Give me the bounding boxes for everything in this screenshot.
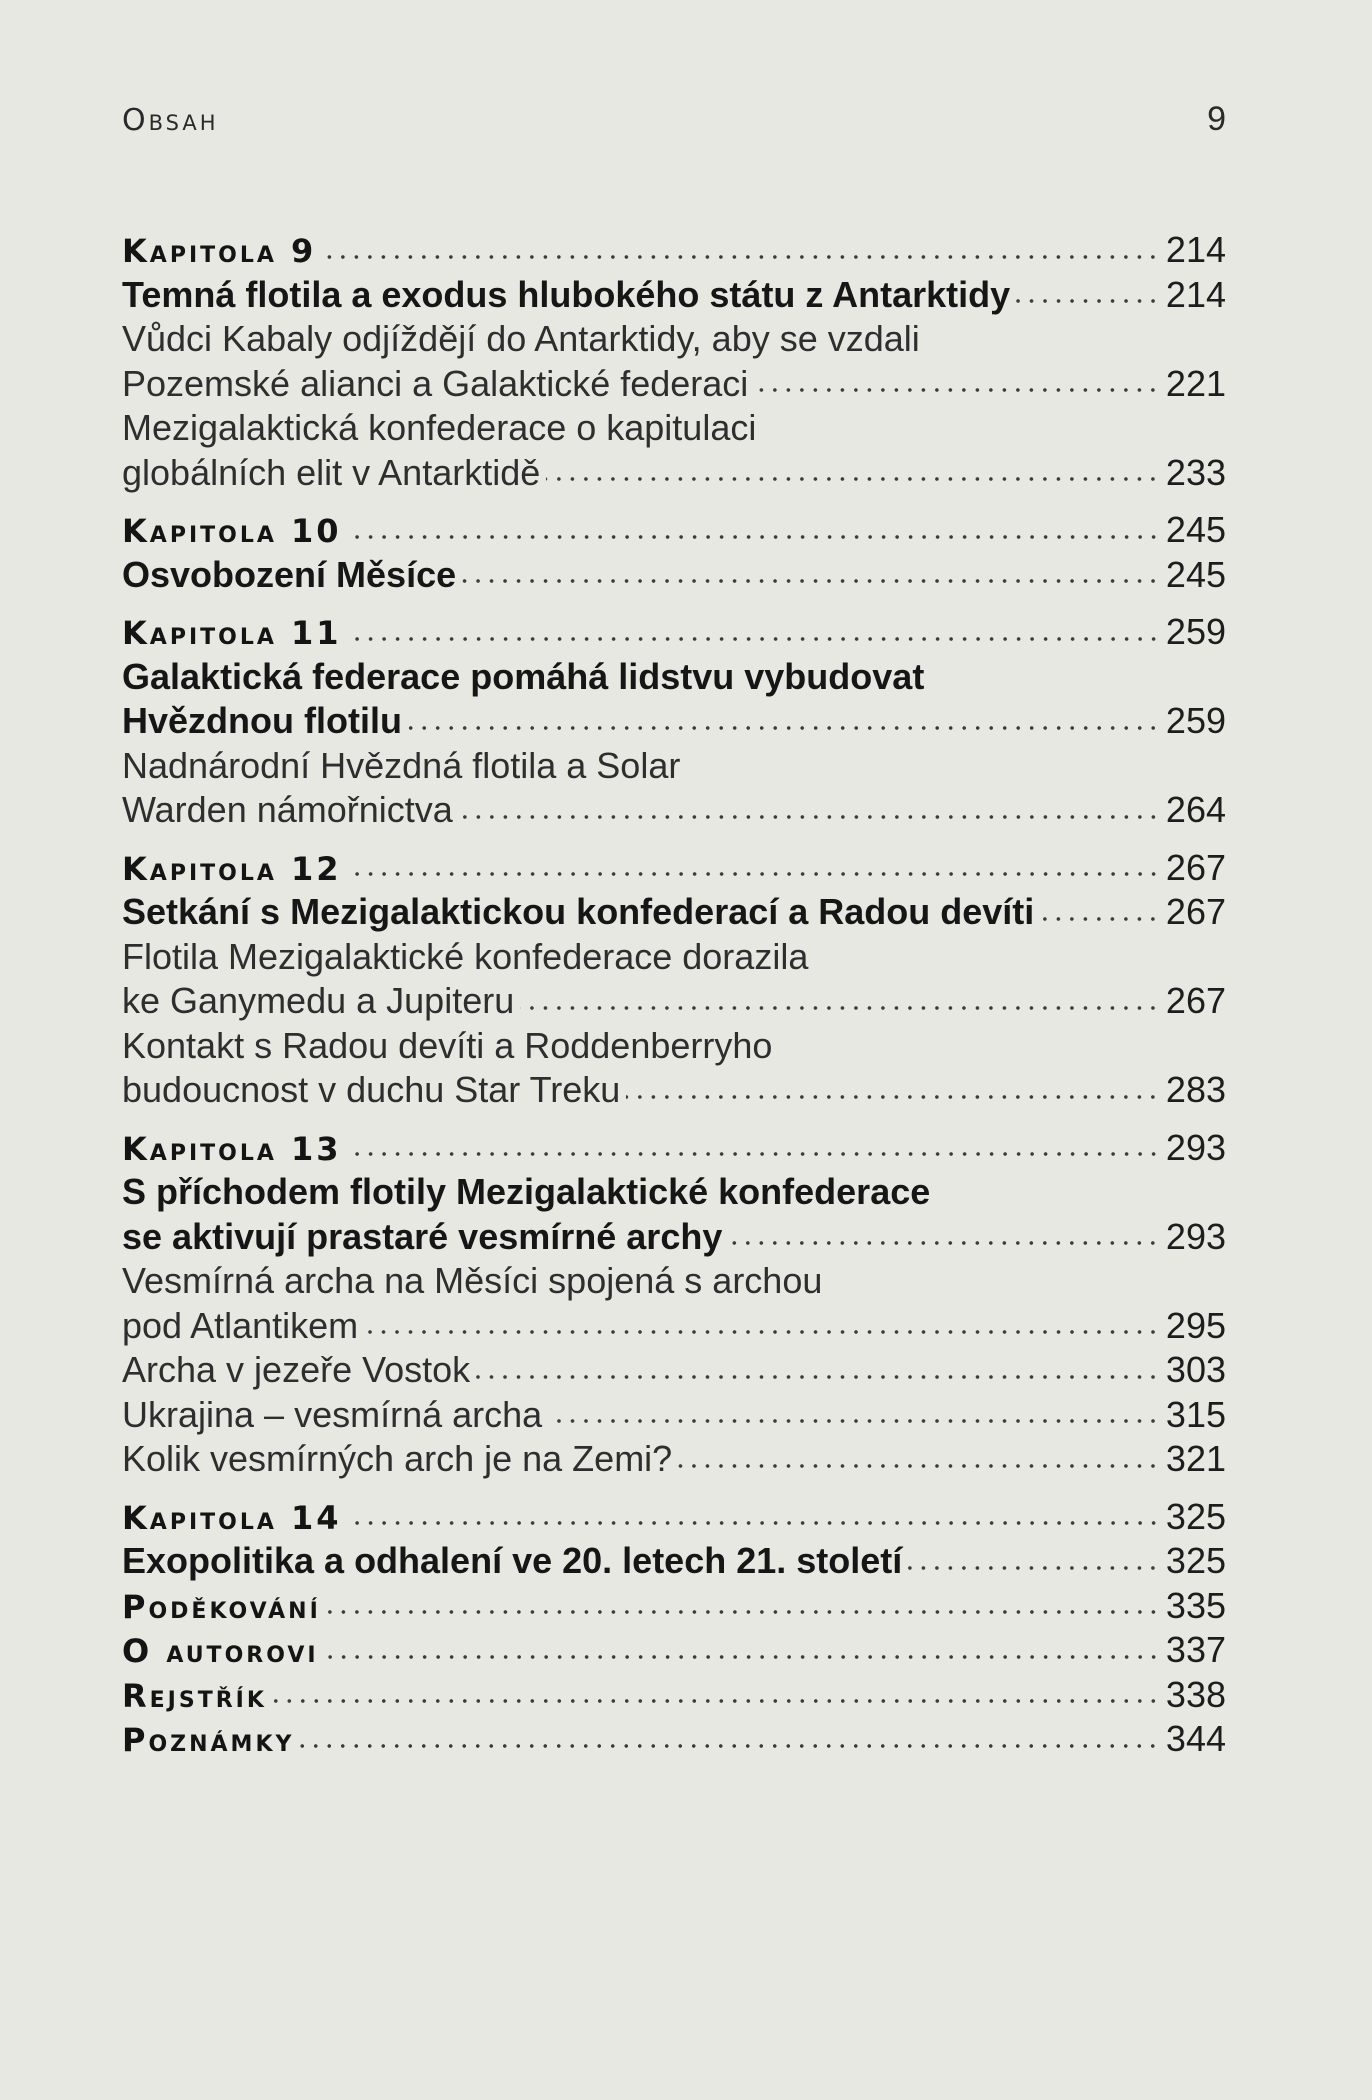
toc-entry: [122, 1348, 1226, 1393]
toc-dot-leader: [273, 1695, 1160, 1707]
toc-entry-page: 337: [1165, 1629, 1226, 1670]
toc-entry: [122, 788, 1226, 833]
toc-dot-leader: [678, 1460, 1160, 1472]
toc-entry-title: globálních elit v Antarktidě: [122, 451, 541, 493]
toc-dot-leader: [459, 811, 1160, 823]
toc-entry-title: Hvězdnou flotilu: [122, 700, 402, 741]
toc-entry-page: 214: [1165, 273, 1226, 315]
toc-entry-page: 214: [1165, 229, 1226, 270]
toc-entry: [122, 1170, 1226, 1215]
toc-chapter-heading: [122, 1628, 1226, 1673]
toc-entry-page: 245: [1165, 509, 1226, 550]
toc-entry-title: Osvobození Měsíce: [122, 553, 457, 595]
toc-dot-leader: [322, 251, 1160, 263]
toc-entry-title: Poděkování: [122, 1587, 321, 1626]
page-number: 9: [1207, 100, 1226, 138]
toc-entry-title: pod Atlantikem: [122, 1304, 359, 1346]
toc-dot-leader: [754, 384, 1160, 396]
toc-dot-leader: [364, 1326, 1160, 1338]
toc-entry-title: Temná flotila a exodus hlubokého státu z Antarktidy: [122, 273, 1011, 315]
toc-entry-title: Kapitola 11: [122, 614, 342, 652]
toc-entry: [122, 655, 1226, 700]
toc-entry-title: Kapitola 9: [122, 232, 317, 270]
toc-entry-page: 245: [1165, 553, 1226, 595]
toc-dot-leader: [408, 722, 1160, 734]
toc-entry: [122, 1393, 1226, 1438]
toc-chapter-heading: [122, 1126, 1226, 1171]
toc-entry: [122, 451, 1226, 496]
toc-entry-page: 325: [1165, 1495, 1226, 1537]
toc-entry-title: Kapitola 12: [122, 849, 342, 888]
toc-dot-leader: [548, 1415, 1160, 1427]
toc-entry-title: Archa v jezeře Vostok: [122, 1349, 471, 1390]
toc-entry-page: 325: [1165, 1540, 1226, 1581]
toc-entry-title: Kontakt s Radou devíti a Roddenberryho: [122, 1024, 773, 1066]
toc-entry-title: Flotila Mezigalaktické konfederace dorazila: [122, 935, 809, 977]
toc-entry-page: 315: [1165, 1393, 1226, 1435]
toc-entry: [122, 362, 1226, 407]
toc-chapter-heading: [122, 508, 1226, 553]
toc-entry-page: 259: [1165, 611, 1226, 652]
toc-chapter-heading: [122, 1717, 1226, 1762]
toc-entry-page: 267: [1165, 846, 1226, 888]
toc-entry: [122, 1024, 1226, 1069]
toc-entry-title: S příchodem flotily Mezigalaktické konfederace: [122, 1171, 931, 1212]
toc-entry-page: 293: [1165, 1126, 1226, 1168]
toc-entry-page: 344: [1165, 1718, 1226, 1759]
toc-dot-leader: [728, 1237, 1160, 1249]
toc-entry-title: Rejstřík: [122, 1676, 267, 1715]
table-of-contents: [122, 228, 1226, 1762]
toc-entry: [122, 1215, 1226, 1260]
toc-dot-leader: [325, 1651, 1160, 1663]
toc-entry-title: budoucnost v duchu Star Treku: [122, 1069, 621, 1110]
toc-entry-title: Setkání s Mezigalaktickou konfederací a Radou devíti: [122, 891, 1035, 932]
toc-entry-title: Vesmírná archa na Měsíci spojená s archou: [122, 1260, 823, 1301]
toc-entry-title: se aktivují prastaré vesmírné archy: [122, 1215, 723, 1257]
toc-entry-page: 321: [1165, 1438, 1226, 1479]
toc-entry: [122, 1539, 1226, 1584]
toc-dot-leader: [462, 575, 1160, 587]
toc-entry-title: Ukrajina – vesmírná archa: [122, 1393, 543, 1435]
toc-dot-leader: [1016, 295, 1160, 307]
toc-entry: [122, 699, 1226, 744]
toc-dot-leader: [520, 1002, 1160, 1014]
toc-dot-leader: [348, 1517, 1160, 1529]
toc-dot-leader: [626, 1091, 1160, 1103]
toc-entry: [122, 979, 1226, 1024]
toc-dot-leader: [348, 1148, 1160, 1160]
toc-entry-page: 293: [1165, 1215, 1226, 1257]
toc-entry-title: Nadnárodní Hvězdná flotila a Solar: [122, 744, 681, 786]
toc-entry-title: Vůdci Kabaly odjíždějí do Antarktidy, aby se vzdali: [122, 318, 920, 359]
toc-chapter-heading: [122, 846, 1226, 891]
toc-entry: [122, 406, 1226, 451]
toc-entry: [122, 317, 1226, 362]
toc-entry-page: 221: [1165, 362, 1226, 404]
toc-entry: [122, 1068, 1226, 1113]
toc-entry-page: 338: [1165, 1673, 1226, 1715]
toc-dot-leader: [327, 1606, 1160, 1618]
toc-dot-leader: [348, 868, 1160, 880]
toc-entry-title: Galaktická federace pomáhá lidstvu vybudovat: [122, 655, 925, 697]
toc-entry-page: 267: [1165, 980, 1226, 1021]
toc-entry-page: 267: [1165, 891, 1226, 932]
toc-entry: [122, 553, 1226, 598]
toc-entry-title: Kapitola 10: [122, 512, 342, 550]
toc-entry: [122, 1437, 1226, 1482]
toc-entry: [122, 935, 1226, 980]
toc-entry-page: 264: [1165, 789, 1226, 830]
toc-entry-page: 335: [1165, 1584, 1226, 1626]
toc-entry-page: 303: [1165, 1349, 1226, 1390]
toc-dot-leader: [476, 1371, 1160, 1383]
toc-entry-title: Kolik vesmírných arch je na Zemi?: [122, 1438, 673, 1479]
toc-entry: [122, 890, 1226, 935]
toc-chapter-heading: [122, 1673, 1226, 1718]
toc-dot-leader: [348, 633, 1160, 645]
toc-entry-page: 283: [1165, 1069, 1226, 1110]
toc-entry-title: ke Ganymedu a Jupiteru: [122, 980, 515, 1021]
toc-entry-title: Exopolitika a odhalení ve 20. letech 21. století: [122, 1540, 903, 1581]
toc-chapter-heading: [122, 1584, 1226, 1629]
toc-chapter-heading: [122, 1495, 1226, 1540]
toc-entry-title: Poznámky: [122, 1721, 295, 1759]
toc-entry: [122, 744, 1226, 789]
toc-entry-title: Mezigalaktická konfederace o kapitulaci: [122, 407, 757, 448]
toc-entry-title: O autorovi: [122, 1632, 319, 1670]
toc-entry: [122, 1259, 1226, 1304]
toc-entry-title: Pozemské alianci a Galaktické federaci: [122, 362, 749, 404]
toc-entry-title: Kapitola 13: [122, 1129, 342, 1168]
toc-entry: [122, 1304, 1226, 1349]
toc-entry-page: 295: [1165, 1304, 1226, 1346]
toc-chapter-heading: [122, 610, 1226, 655]
toc-chapter-heading: [122, 228, 1226, 273]
toc-entry-page: 259: [1165, 700, 1226, 741]
toc-dot-leader: [300, 1740, 1160, 1752]
toc-dot-leader: [348, 531, 1160, 543]
toc-entry-page: 233: [1165, 451, 1226, 493]
toc-dot-leader: [908, 1562, 1160, 1574]
toc-entry-title: Kapitola 14: [122, 1498, 342, 1537]
toc-dot-leader: [1040, 913, 1160, 925]
toc-dot-leader: [546, 473, 1160, 485]
toc-entry-title: Warden námořnictva: [122, 789, 453, 830]
running-title: Obsah: [122, 103, 219, 138]
running-head: [122, 100, 1226, 139]
toc-entry: [122, 273, 1226, 318]
